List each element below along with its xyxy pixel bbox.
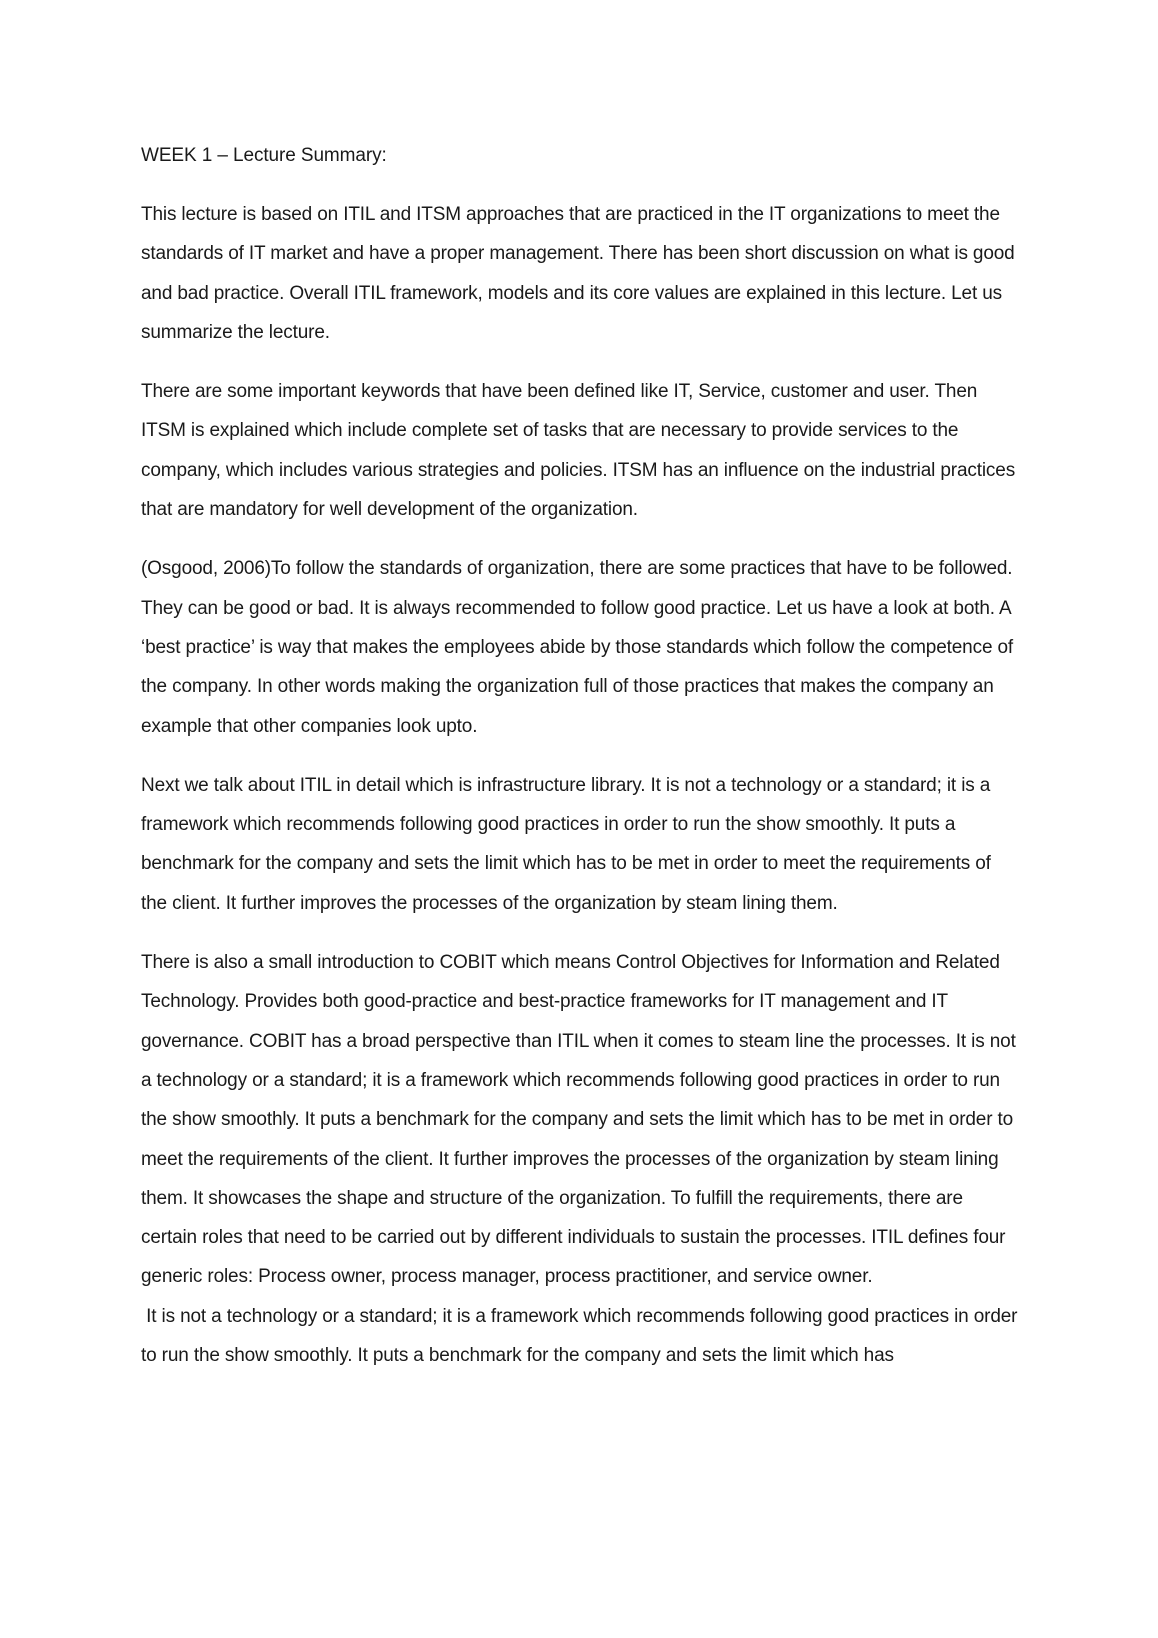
paragraph-cobit: There is also a small introduction to COBIT which means Control Objectives for Information and Related Technology. Provides both good-practice and best-practice frameworks for IT management and IT governance. COBIT has a broad perspective than ITIL when it comes to steam line the processes. It is not a technology or a standard; it is a framework which recommends following good practices in order to run the show smoothly. It puts a benchmark for the company and sets the limit which has to be met in order to meet the requirements of the client. It further improves the processes of the organization by steam lining them. It showcases the shape and structure of the organization. To fulfill the requirements, there are certain roles that need to be carried out by different individuals to sustain the processes. ITIL defines four generic roles: Process owner, process manager, process practitioner, and service owner. — [141, 952, 1016, 1288]
paragraph-keywords: There are some important keywords that have been defined like IT, Service, customer and user. Then ITSM is explained which include complete set of tasks that are necessary to provide services to the company, which includes various strategies and policies. ITSM has an influence on the industrial practices that are mandatory for well development of the organization. — [141, 381, 1016, 521]
paragraph-practices: (Osgood, 2006)To follow the standards of organization, there are some practices that have to be followed. They can be good or bad. It is always recommended to follow good practice. Let us have a look at both. A ‘best practice’ is way that makes the employees abide by those standards which follow the competence of the company. In other words making the organization full of those practices that makes the company an example that other companies look upto. — [141, 558, 1014, 737]
document-body — [141, 136, 1021, 1395]
paragraph-intro: This lecture is based on ITIL and ITSM approaches that are practiced in the IT organizations to meet the standards of IT market and have a proper management. There has been short discussion on what is good and bad practice. Overall ITIL framework, models and its core values are explained in this lecture. Let us summarize the lecture. — [141, 204, 1015, 343]
paragraph-continued: It is not a technology or a standard; it is a framework which recommends following good practices in order to run the show smoothly. It puts a benchmark for the company and sets the limit which has — [141, 1305, 1023, 1367]
paragraph-itil: Next we talk about ITIL in detail which is infrastructure library. It is not a technology or a standard; it is a framework which recommends following good practices in order to run the show smoothly. It puts a benchmark for the company and sets the limit which has to be met in order to meet the requirements of the client. It further improves the processes of the organization by steam lining them. — [141, 774, 991, 914]
lecture-heading: WEEK 1 – Lecture Summary: — [141, 145, 387, 166]
